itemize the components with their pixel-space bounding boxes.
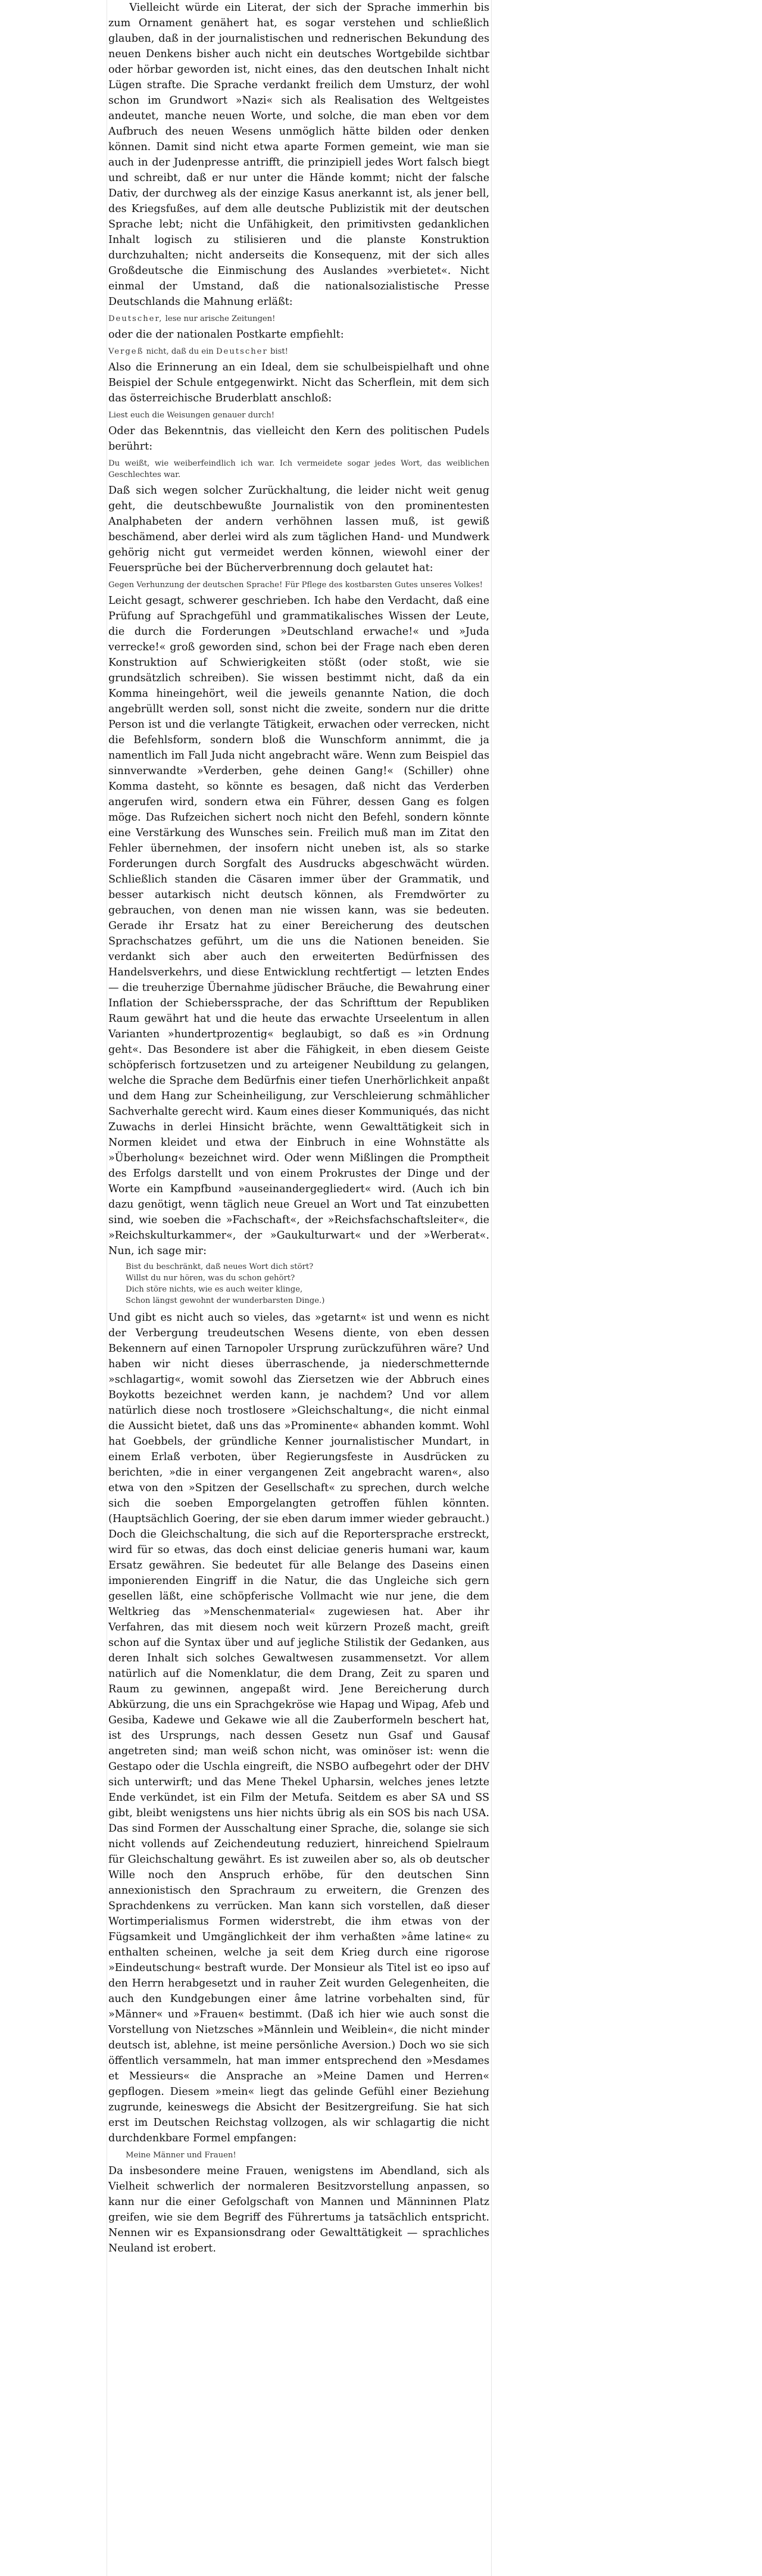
verse-line: Bist du beschränkt, daß neues Wort dich stört? bbox=[126, 1262, 314, 1271]
block-quote: Meine Männer und Frauen! bbox=[126, 2151, 236, 2160]
block-quote bbox=[108, 346, 489, 357]
block-quote: Du weißt, wie weiberfeindlich ich war. Ich vermeidete sogar jedes Wort, das weiblichen Geschlechtes war. bbox=[108, 459, 489, 479]
paragraph: Leicht gesagt, schwerer geschrieben. Ich habe den Verdacht, daß eine Prüfung auf Sprachgefühl und grammatikalisches Wissen der Leute, die durch die Forderungen »Deutschland erwache!« und »Juda verrecke!« groß geworden sind, schon bei der Frage nach eben deren Konstruktion auf Schwierigkeiten stößt (oder stoßt, wie sie grundsätzlich schreiben). Sie wissen bestimmt nicht, daß da ein Komma hineingehört, weil die jeweils genannte Nation, die doch angebrüllt werden soll, sonst nicht die zweite, sondern nur die dritte Person ist und die verlangte Tätigkeit, erwachen oder verrecken, nicht die Befehlsform, sondern bloß die Wunschform annimmt, die ja namentlich im Fall Juda nicht angebracht wäre. Wenn zum Beispiel das sinnverwandte »Verderben, gehe deinen Gang!« (Schiller) ohne Komma dasteht, so könnte es besagen, daß nicht das Verderben angerufen wird, sondern etwa ein Führer, dessen Gang es folgen möge. Das Rufzeichen sichert noch nicht den Befehl, sondern könnte eine Verstärkung des Wunsches sein. Freilich muß man im Zitat den Fehler übernehmen, der insofern nicht uneben ist, als so starke Forderungen durch Sorgfalt des Ausdrucks abgeschwächt würden. Schließlich standen die Cäsaren immer über der Grammatik, und besser autarkisch nicht deutsch können, als Fremdwörter zu gebrauchen, von denen man nie wissen kann, was sie bedeuten. Gerade ihr Ersatz hat zu einer Bereicherung des deutschen Sprachschatzes geführt, um die uns die Nationen beneiden. Sie verdankt sich aber auch den erweiterten Bedürfnissen des Handelsverkehrs, und diese Entwicklung rechtfertigt — letzten Endes — die treuherzige Übernahme jüdischer Bräuche, die Bewahrung einer Inflation der Schieberssprache, der das Schrifttum der Republiken Raum gewährt hat und die heute das erwachte Urseelentum in allen Varianten »hundertprozentig« beglaubigt, so daß es »in Ordnung geht«. Das Besondere ist aber die Fähigkeit, in eben diesem Geiste schöpferisch fortzusetzen und zu arteigener Neubildung zu gelangen, welche die Sprache dem Bedürfnis einer tiefen Unerhörlichkeit anpaßt und dem Hang zur Scheinheiligung, zur Verschleierung schmählicher Sachverhalte gerecht wird. Kaum eines dieser Kommuniqués, das nicht Zuwachs in derlei Hinsicht brächte, wenn Gewalttätigkeit sich in Normen kleidet und etwa der Einbruch in eine Wohnstätte als »Überholung« bezeichnet wird. Oder wenn Mißlingen die Promptheit des Erfolgs darstellt und von einem Prokrustes der Dinge und der Worte ein Kampfbund »auseinandergegliedert« wird. (Auch ich bin dazu genötigt, wenn täglich neue Greuel an Wort und Tat einzubetten sind, wie soeben die »Fachschaft«, der »Reichsfachschaftsleiter«, die »Reichskulturkammer«, der »Gaukulturwart« und der »Werberat«. Nun, ich sage mir: bbox=[108, 595, 489, 1257]
paragraph: Daß sich wegen solcher Zurückhaltung, die leider nicht weit genug geht, die deutschbewußte Journalistik von den prominentesten Analphabeten der andern verhöhnen lassen muß, ist gewiß beschämend, aber derlei wird als zum täglichen Hand- und Mundwerk gehörig nicht gut vermeidet werden können, wiewohl einer der Feuersprüche bei der Bücherverbrennung doch gelautet hat: bbox=[108, 485, 489, 574]
quote-emphasis: Deutscher bbox=[216, 347, 268, 356]
verse-quote bbox=[126, 1261, 489, 1306]
verse-line: Schon längst gewohnt der wunderbarsten Dinge.) bbox=[126, 1296, 325, 1305]
paragraph: Oder das Bekenntnis, das vielleicht den Kern des politischen Pudels berührt: bbox=[108, 425, 489, 453]
quote-text: nicht, daß du ein bbox=[146, 347, 214, 356]
block-quote: Gegen Verhunzung der deutschen Sprache! Für Pflege des kostbarsten Gutes unseres Volkes! bbox=[108, 581, 483, 590]
block-quote bbox=[108, 313, 489, 325]
quote-text: bist! bbox=[270, 347, 288, 356]
verse-line: Dich störe nichts, wie es auch weiter klinge, bbox=[126, 1285, 303, 1294]
quote-text: lese nur arische Zeitungen! bbox=[165, 314, 276, 323]
paragraph: Also die Erinnerung an ein Ideal, dem sie schulbeispielhaft und ohne Beispiel der Schule entgegenwirkt. Nicht das Scherflein, mit dem sich das österreichische Bruderblatt anschloß: bbox=[108, 361, 489, 404]
right-margin-rule bbox=[491, 0, 492, 2576]
quote-emphasis: Vergeß bbox=[108, 347, 144, 356]
verse-line: Willst du nur hören, was du schon gehört? bbox=[126, 1274, 295, 1283]
paragraph: oder die der nationalen Postkarte empfiehlt: bbox=[108, 329, 344, 341]
paragraph: Vielleicht würde ein Literat, der sich der Sprache immerhin bis zum Ornament genähert hat, es sogar verstehen und schließlich glauben, daß in der journalistischen und rednerischen Bekundung des neuen Denkens bisher auch nicht ein deutsches Wortgebilde sichtbar oder hörbar geworden ist, nicht eines, das den deutschen Inhalt nicht Lügen strafte. Die Sprache verdankt freilich dem Umsturz, der wohl schon im Grundwort »Nazi« sich als Realisation des Weltgeistes andeutet, manche neuen Worte, und solche, die man eben vor dem Aufbruch des neuen Wesens unmöglich hätte bilden oder denken können. Damit sind nicht etwa aparte Formen gemeint, wie man sie auch in der Judenpresse antrifft, die prinzipiell jedes Wort falsch biegt und schreibt, daß er nur unter die Hände kommt; nicht der falsche Dativ, der durchweg als der einzige Kasus anerkannt ist, als jener bell, des Kriegsfußes, auf dem alle deutsche Publizistik mit der deutschen Sprache lebt; nicht die Unfähigkeit, den primitivsten gedanklichen Inhalt logisch zu stilisieren und die planste Konstruktion durchzuhalten; nicht anderseits die Konsequenz, mit der sich alles Großdeutsche die Einmischung des Auslandes »verbietet«. Nicht einmal der Umstand, daß die nationalsozialistische Presse Deutschlands die Mahnung erläßt: bbox=[108, 2, 489, 308]
paragraph: Da insbesondere meine Frauen, wenigstens im Abendland, sich als Vielheit schwerlich der normaleren Besitzvorstellung anpassen, so kann nur die einer Gefolgschaft von Mannen und Männinnen Platz greifen, wie sie dem Begriff des Führertums ja tatsächlich entspricht. Nennen wir es Expansionsdrang oder Gewalttätigkeit — sprachliches Neuland ist erobert. bbox=[108, 2165, 489, 2254]
article-column bbox=[108, 0, 489, 2262]
quote-emphasis: Deutscher, bbox=[108, 314, 163, 323]
paragraph: Und gibt es nicht auch so vieles, das »getarnt« ist und wenn es nicht der Verbergung treudeutschen Wesens diente, von eben dessen Bekennern auf einen Tarnopoler Ursprung zurückzuführen wäre? Und haben wir nicht dieses überraschende, ja niederschmetternde »schlagartig«, womit sowohl das Ziersetzen wie der Abbruch eines Boykotts bezeichnet werden kann, je nachdem? Und vor allem natürlich diese noch trostlosere »Gleichschaltung«, die nicht einmal die Aussicht bietet, daß uns das »Prominente« abhanden kommt. Wohl hat Goebbels, der gründliche Kenner journalistischer Mundart, in einem Erlaß verboten, über Regierungsfeste in Ausdrücken zu berichten, »die in einer vergangenen Zeit angebracht waren«, also etwa von den »Spitzen der Gesellschaft« zu sprechen, durch welche sich die soeben Emporgelangten getroffen fühlen könnten. (Hauptsächlich Goering, der sie eben darum immer wieder gebraucht.) Doch die Gleichschaltung, die sich auf die Reportersprache erstreckt, wird für so etwas, das doch einst deliciae generis humani war, kaum Ersatz gewähren. Sie bedeutet für alle Belange des Daseins einen imponierenden Eingriff in die Natur, die das Ungleiche sich gern gesellen läßt, eine schöpferische Vollmacht wie nur jene, die dem Weltkrieg das »Menschenmaterial« zugewiesen hat. Aber ihr Verfahren, das mit diesem noch weit kürzern Prozeß macht, greift schon auf die Syntax über und auf jegliche Stilistik der Gedanken, aus deren Inhalt sich solches Gewaltwesen zusammensetzt. Vor allem natürlich auf die Nomenklatur, die dem Drang, Zeit zu sparen und Raum zu gewinnen, angepaßt wird. Jene Bereicherung durch Abkürzung, die uns ein Sprachgekröse wie Hapag und Wipag, Afeb und Gesiba, Kadewe und Gekawe wie all die Zauberformeln beschert hat, ist des Ursprungs, nach dessen Gesetz nun Gsaf und Gausaf angetreten sind; man weiß schon nicht, was ominöser ist: wenn die Gestapo oder die Uschla eingreift, die NSBO aufbegehrt oder der DHV sich unterwirft; und das Mene Thekel Upharsin, welches jenes letzte Ende verkündet, ist ein Film der Metufa. Seitdem es aber SA und SS gibt, bleibt wenigstens uns hier nichts übrig als ein SOS bis nach USA. Das sind Formen der Ausschaltung einer Sprache, die, solange sie sich nicht vollends auf Zeichendeutung reduziert, hinreichend Spielraum für Gleichschaltung gewährt. Es ist zuweilen aber so, als ob deutscher Wille noch den Anspruch erhöbe, für den deutschen Sinn annexionistisch den Sprachraum zu erweitern, die Grenzen des Sprachdenkens zu verrücken. Man kann sich vorstellen, daß dieser Wortimperialismus Formen widerstrebt, die ihm etwas von der Fügsamkeit und Umgänglichkeit der ihm verhaßten »âme latine« zu enthalten scheinen, welche ja seit dem Krieg durch eine rigorose »Eindeutschung« bestraft wurde. Der Monsieur als Titel ist eo ipso auf den Herrn herabgesetzt und in rauher Zeit wurden Gelegenheiten, die auch den Kundgebungen einer âme latrine vorbehalten sind, für »Männer« und »Frauen« bestimmt. (Daß ich hier wie auch sonst die Vorstellung von Nietzsches »Männlein und Weiblein«, die nicht minder deutsch ist, ablehne, ist meine persönliche Aversion.) Doch wo sie sich öffentlich versammeln, hat man immer entsprechend den »Mesdames et Messieurs« die Ansprache an »Meine Damen und Herren« gepflogen. Diesem »mein« liegt das gelinde Gefühl einer Beziehung zugrunde, keineswegs die Absicht der Besitzergreifung. Sie hat sich erst im Deutschen Reichstag vollzogen, als wir schlagartig die nicht durchdenkbare Formel empfangen: bbox=[108, 1312, 490, 2144]
block-quote: Liest euch die Weisungen genauer durch! bbox=[108, 411, 275, 420]
